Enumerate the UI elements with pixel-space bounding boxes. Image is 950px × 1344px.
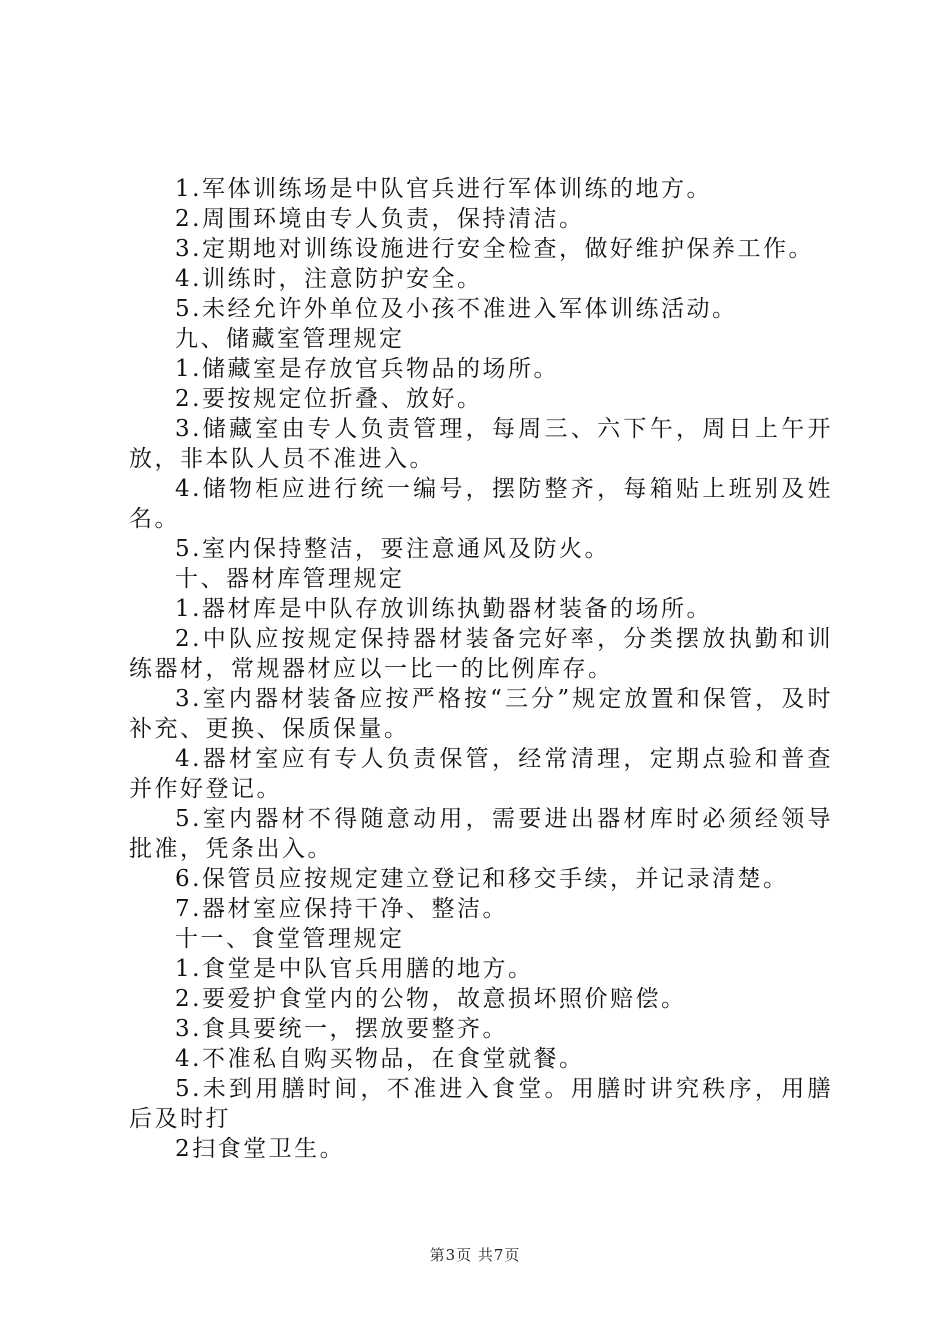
paragraph: 7.器材室应保持干净、整洁。 bbox=[175, 896, 508, 922]
page-number-footer: 第3页 共7页 bbox=[429, 1246, 521, 1264]
document-body bbox=[129, 174, 833, 1164]
paragraph: 4.器材室应有专人负责保管，经常清理，定期点验和普查并作好登记。 bbox=[129, 746, 833, 802]
section-heading: 九、储藏室管理规定 bbox=[175, 326, 405, 352]
paragraph: 5.未经允许外单位及小孩不准进入军体训练活动。 bbox=[175, 296, 738, 322]
paragraph: 4.训练时，注意防护安全。 bbox=[175, 266, 483, 292]
paragraph: 2.要按规定位折叠、放好。 bbox=[175, 386, 483, 412]
paragraph: 1.储藏室是存放官兵物品的场所。 bbox=[175, 356, 559, 382]
section-heading: 十、器材库管理规定 bbox=[175, 566, 405, 592]
paragraph: 1.军体训练场是中队官兵进行军体训练的地方。 bbox=[175, 176, 712, 202]
paragraph: 1.器材库是中队存放训练执勤器材装备的场所。 bbox=[175, 596, 712, 622]
paragraph: 2.周围环境由专人负责，保持清洁。 bbox=[175, 206, 585, 232]
paragraph: 5.室内器材不得随意动用，需要进出器材库时必须经领导批准，凭条出入。 bbox=[129, 806, 833, 862]
paragraph: 6.保管员应按规定建立登记和移交手续，并记录清楚。 bbox=[175, 866, 789, 892]
paragraph: 1.食堂是中队官兵用膳的地方。 bbox=[175, 956, 534, 982]
paragraph: 2扫食堂卫生。 bbox=[175, 1136, 346, 1162]
paragraph: 4.储物柜应进行统一编号，摆防整齐，每箱贴上班别及姓名。 bbox=[129, 476, 833, 532]
paragraph: 4.不准私自购买物品，在食堂就餐。 bbox=[175, 1046, 585, 1072]
paragraph: 5.室内保持整洁，要注意通风及防火。 bbox=[175, 536, 610, 562]
paragraph: 5.未到用膳时间，不准进入食堂。用膳时讲究秩序，用膳后及时打 bbox=[129, 1076, 833, 1132]
paragraph: 2.中队应按规定保持器材装备完好率，分类摆放执勤和训练器材，常规器材应以一比一的比例库存。 bbox=[129, 626, 833, 682]
section-heading: 十一、食堂管理规定 bbox=[175, 926, 405, 952]
paragraph: 3.储藏室由专人负责管理，每周三、六下午，周日上午开放，非本队人员不准进入。 bbox=[129, 416, 833, 472]
paragraph: 3.室内器材装备应按严格按“三分”规定放置和保管，及时补充、更换、保质保量。 bbox=[129, 686, 833, 742]
paragraph: 3.食具要统一，摆放要整齐。 bbox=[175, 1016, 508, 1042]
paragraph: 3.定期地对训练设施进行安全检查，做好维护保养工作。 bbox=[175, 236, 814, 262]
paragraph: 2.要爱护食堂内的公物，故意损坏照价赔偿。 bbox=[175, 986, 687, 1012]
